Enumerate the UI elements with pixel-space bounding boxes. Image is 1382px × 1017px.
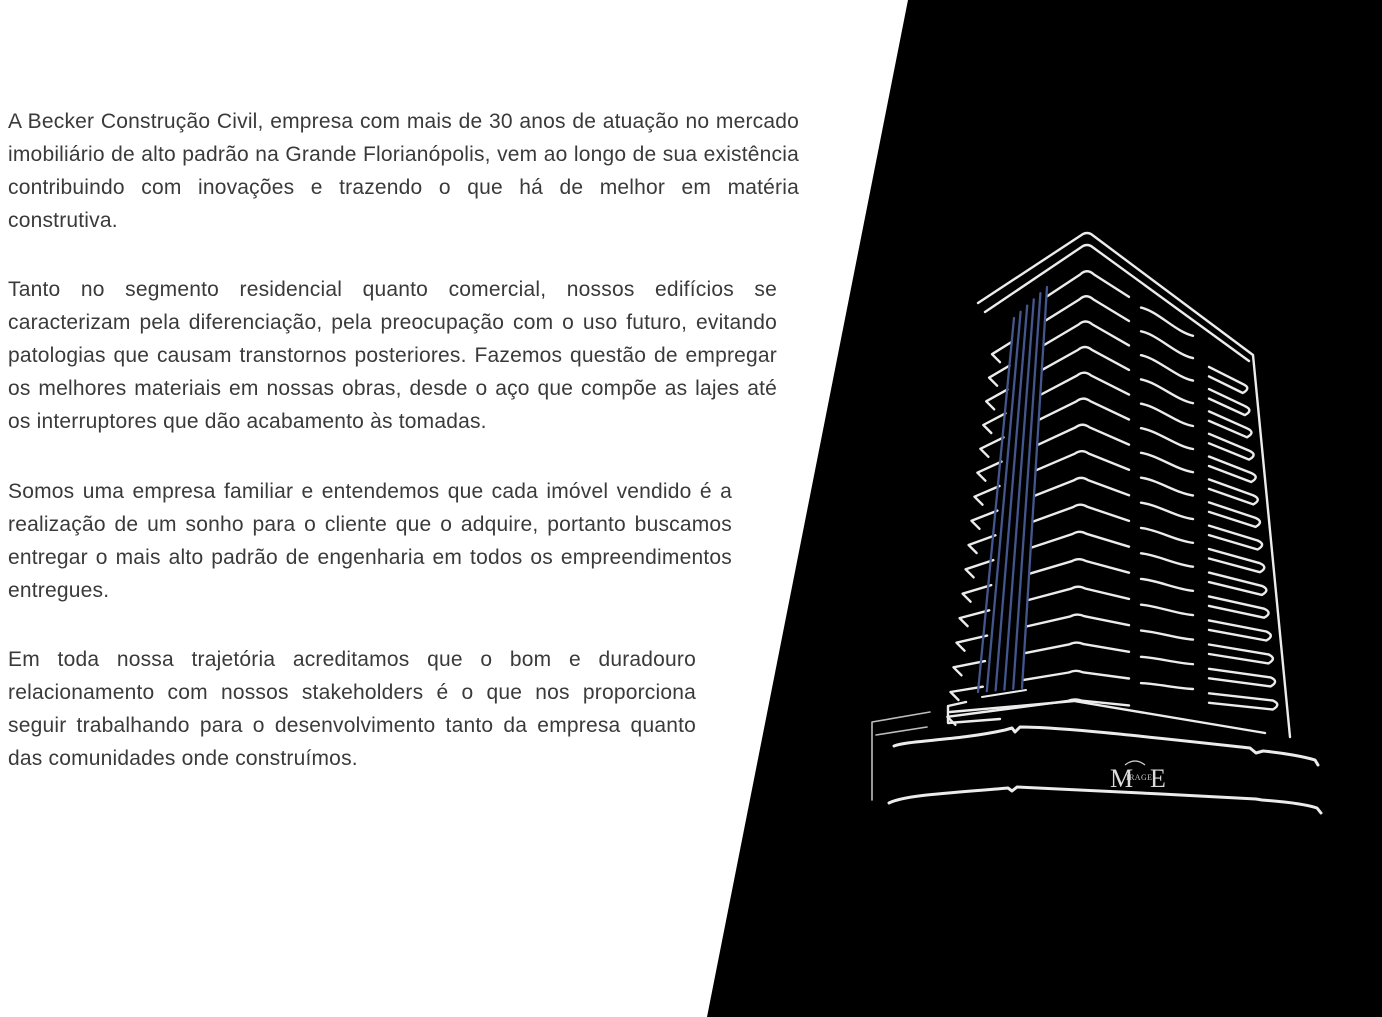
about-paragraph-2: Tanto no segmento residencial quanto comercial, nossos edifícios se caracterizam pela diferenciação, pela preocupação com o uso futuro, evitando patologias que causam transtornos posteriores. Fazemos questão de empregar os melhores materiais em nossas obras, desde o aço que compõe as lajes até os interruptores que dão acabamento às tomadas. <box>8 278 777 433</box>
sign-letter-left: M <box>1110 764 1134 793</box>
about-text-block <box>8 105 808 775</box>
about-paragraph-4: Em toda nossa trajetória acreditamos que o bom e duradouro relacionamento com nossos stakeholders é o que nos proporciona seguir trabalhando para o desenvolvimento tanto da empresa quanto das comunidades onde construímos. <box>8 648 696 770</box>
about-paragraph-1: A Becker Construção Civil, empresa com mais de 30 anos de atuação no mercado imobiliário de alto padrão na Grande Florianópolis, vem ao longo de sua existência contribuindo com inovações e trazendo o que há de melhor em matéria construtiva. <box>8 110 799 232</box>
sign-letters-center: IRAGE <box>1126 773 1153 782</box>
sign-letter-right: E <box>1150 764 1166 793</box>
about-paragraph-3: Somos uma empresa familiar e entendemos que cada imóvel vendido é a realização de um sonho para o cliente que o adquire, portanto buscamos entregar o mais alto padrão de engenharia em todos os empreendimentos entregues. <box>8 480 732 602</box>
